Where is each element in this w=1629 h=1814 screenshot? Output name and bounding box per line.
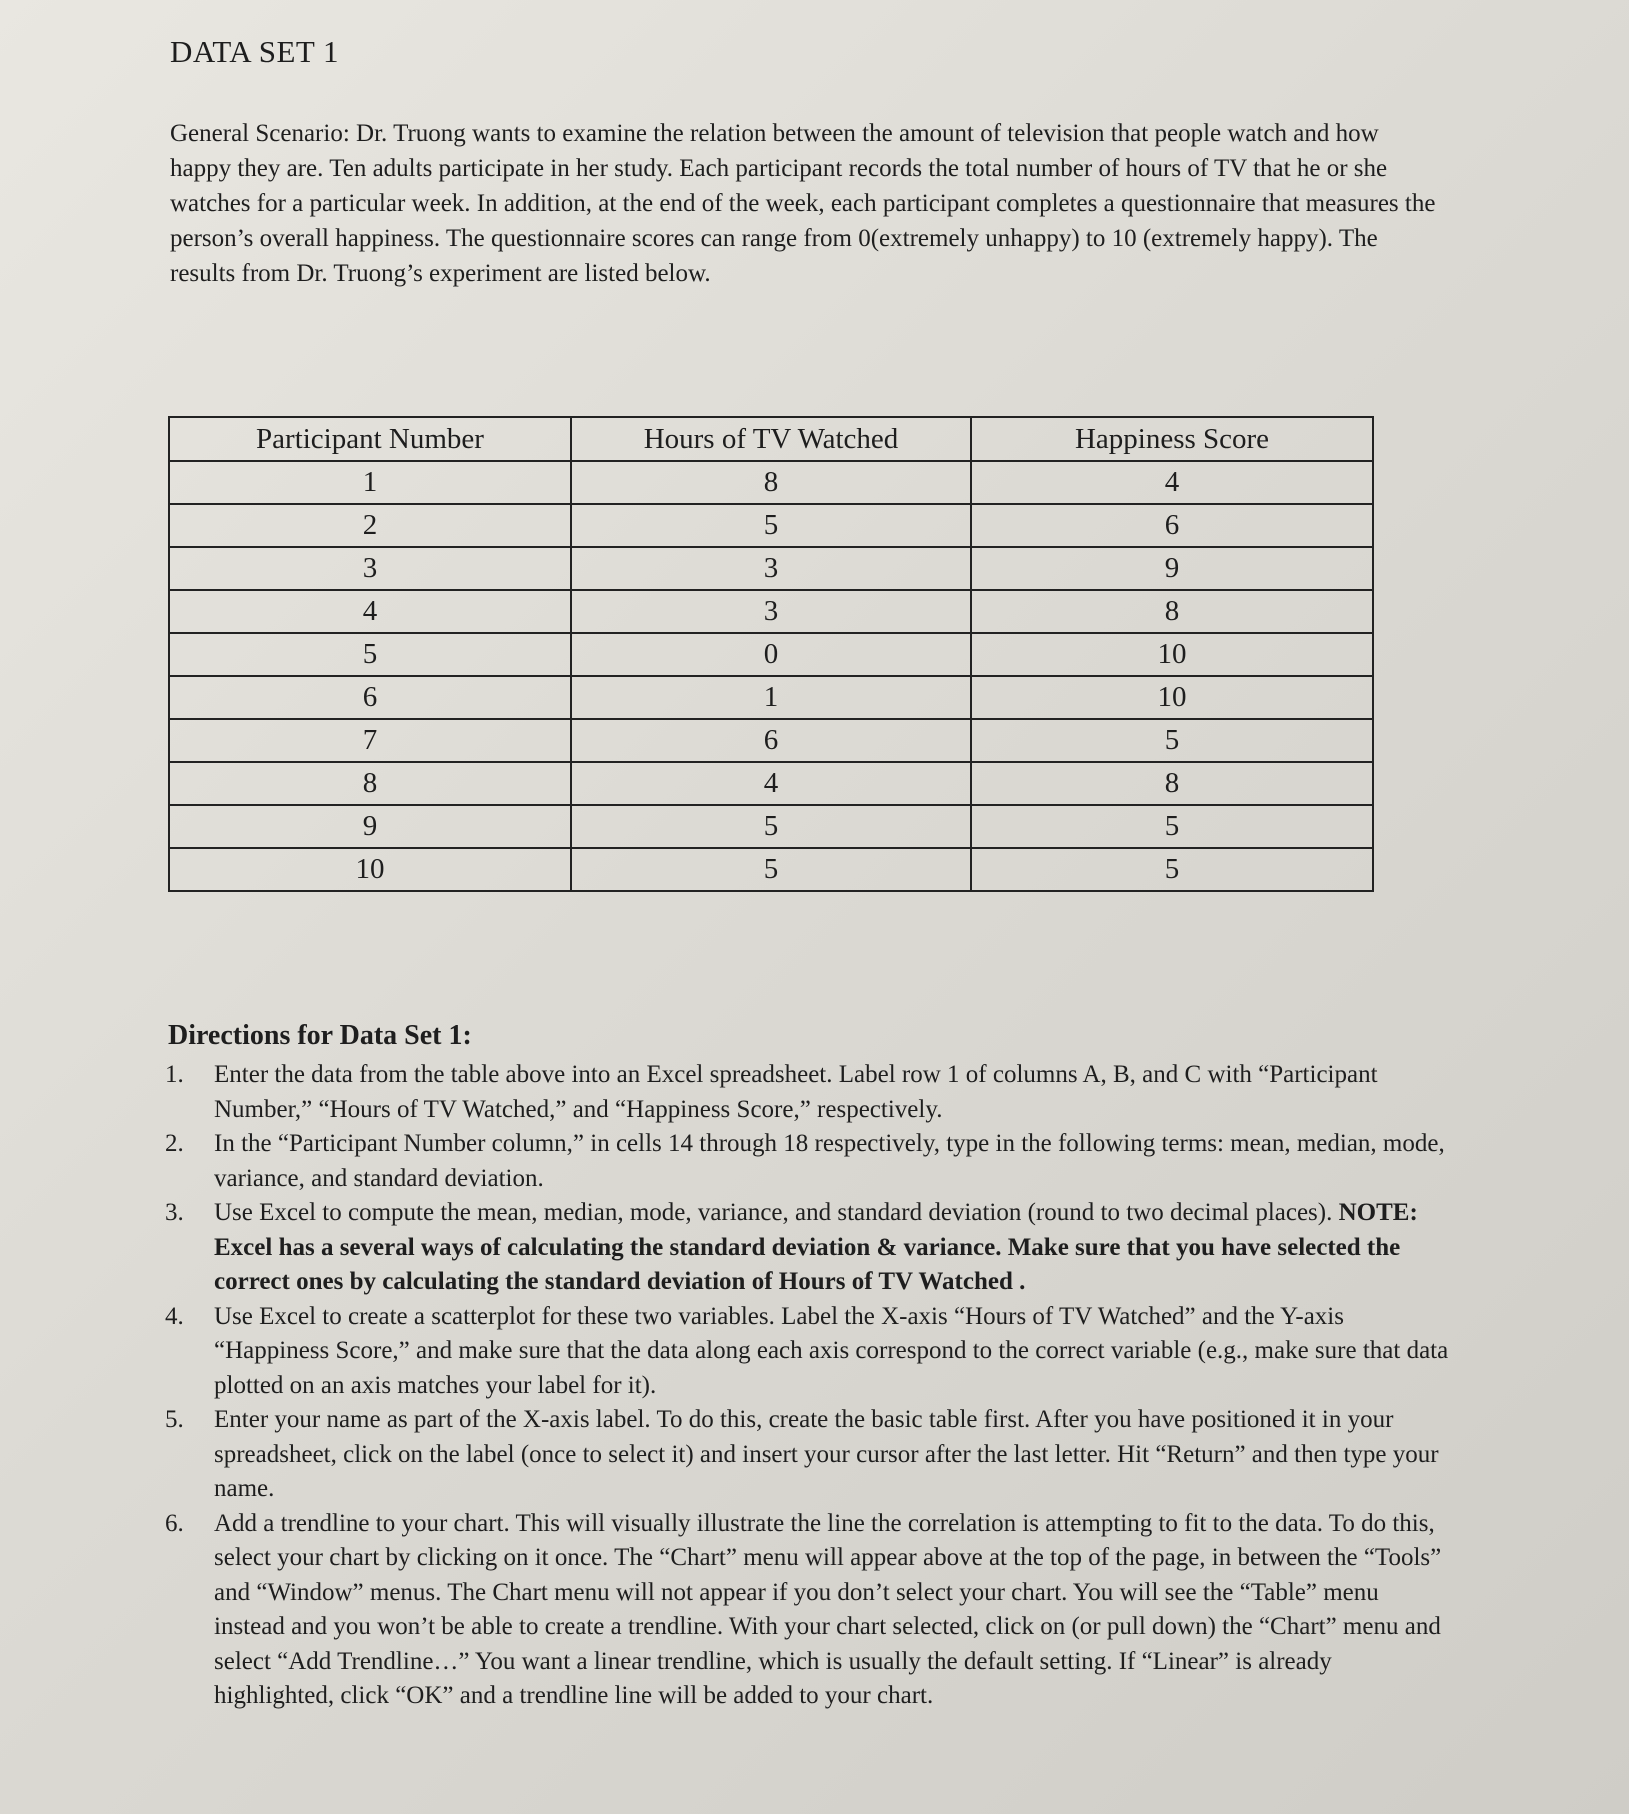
list-item — [160, 1507, 1450, 1714]
cell-participant: 7 — [169, 719, 571, 762]
document-title: DATA SET 1 — [170, 34, 340, 69]
header-hours-tv: Hours of TV Watched — [571, 417, 971, 461]
list-item — [160, 1403, 1450, 1507]
cell-happiness: 9 — [971, 547, 1373, 590]
list-item-text: Use Excel to create a scatterplot for these two variables. Label the X-axis “Hours of TV Watched” and the Y-axis “Happiness Score,” and make sure that the data along each axis correspond to the correct variable (e.g., make sure that data plotted on an axis matches your label for it). — [214, 1302, 1449, 1399]
cell-hours: 6 — [571, 719, 971, 762]
cell-hours: 8 — [571, 461, 971, 504]
list-item-text: Enter your name as part of the X-axis label. To do this, create the basic table first. After you have positioned it in your spreadsheet, click on the label (once to select it) and insert your cursor after the last letter. Hit “Return” and then type your name. — [214, 1406, 1439, 1502]
table-row — [169, 590, 1373, 633]
cell-participant: 8 — [169, 762, 571, 805]
cell-happiness: 4 — [971, 461, 1373, 504]
cell-participant: 9 — [169, 805, 571, 848]
table-header-row — [169, 417, 1373, 461]
data-table — [168, 416, 1374, 892]
cell-happiness: 10 — [971, 676, 1373, 719]
cell-happiness: 6 — [971, 504, 1373, 547]
cell-participant: 6 — [169, 676, 571, 719]
scenario-paragraph: General Scenario: Dr. Truong wants to examine the relation between the amount of television that people watch and how happy they are. Ten adults participate in her study. Each participant records the total number of hours of TV that he or she watches for a particular week. In addition, at the end of the week, each participant completes a questionnaire that measures the person’s overall happiness. The questionnaire scores can range from 0(extremely unhappy) to 10 (extremely happy). The results from Dr. Truong’s experiment are listed below. — [170, 120, 1436, 287]
list-item-text: Enter the data from the table above into an Excel spreadsheet. Label row 1 of columns A, B, and C with “Participant Number,” “Hours of TV Watched,” and “Happiness Score,” respectively. — [214, 1061, 1378, 1123]
cell-participant: 5 — [169, 633, 571, 676]
table-row — [169, 547, 1373, 590]
cell-hours: 3 — [571, 590, 971, 633]
list-item-bold-note: NOTE: Excel has a several ways of calculating the standard deviation & variance. Make sure that you have selected the correct ones by calculating the standard deviation of Hours of TV Watched . — [214, 1199, 1418, 1295]
cell-participant: 3 — [169, 547, 571, 590]
list-item — [160, 1058, 1450, 1127]
cell-hours: 3 — [571, 547, 971, 590]
cell-participant: 1 — [169, 461, 571, 504]
list-item-number: 1. — [165, 1061, 184, 1088]
table-row — [169, 719, 1373, 762]
cell-participant: 10 — [169, 848, 571, 891]
list-item-text: In the “Participant Number column,” in cells 14 through 18 respectively, type in the following terms: mean, median, mode, variance, and standard deviation. — [214, 1130, 1445, 1192]
cell-happiness: 5 — [971, 719, 1373, 762]
directions-list — [160, 1058, 1450, 1714]
cell-happiness: 8 — [971, 590, 1373, 633]
directions-heading: Directions for Data Set 1: — [168, 1020, 472, 1051]
list-item-number: 2. — [165, 1130, 184, 1157]
list-item-number: 6. — [165, 1509, 184, 1537]
cell-participant: 2 — [169, 504, 571, 547]
list-item-number: 4. — [165, 1302, 184, 1330]
cell-happiness: 8 — [971, 762, 1373, 805]
cell-happiness: 5 — [971, 848, 1373, 891]
cell-participant: 4 — [169, 590, 571, 633]
cell-hours: 1 — [571, 676, 971, 719]
cell-hours: 5 — [571, 848, 971, 891]
table-row — [169, 805, 1373, 848]
list-item-number: 3. — [165, 1199, 184, 1226]
header-participant-number: Participant Number — [169, 417, 571, 461]
cell-hours: 0 — [571, 633, 971, 676]
list-item-text: Add a trendline to your chart. This will visually illustrate the line the correlation is attempting to fit to the data. To do this, select your chart by clicking on it once. The “Chart” menu will appear above at the top of the page, in between the “Tools” and “Window” menus. The Chart menu will not appear if you don’t select your chart. You will see the “Table” menu instead and you won’t be able to create a trendline. With your chart selected, click on (or pull down) the “Chart” menu and select “Add Trendline…” You want a linear trendline, which is usually the default setting. If “Linear” is already highlighted, click “OK” and a trendline line will be added to your chart. — [214, 1509, 1442, 1709]
list-item-number: 5. — [165, 1406, 184, 1433]
cell-happiness: 5 — [971, 805, 1373, 848]
list-item — [160, 1300, 1450, 1404]
cell-hours: 4 — [571, 762, 971, 805]
cell-happiness: 10 — [971, 633, 1373, 676]
cell-hours: 5 — [571, 504, 971, 547]
list-item — [160, 1196, 1450, 1300]
header-happiness-score: Happiness Score — [971, 417, 1373, 461]
table-row — [169, 848, 1373, 891]
table-row — [169, 676, 1373, 719]
table-row — [169, 762, 1373, 805]
list-item — [160, 1127, 1450, 1196]
table-row — [169, 633, 1373, 676]
list-item-text: Use Excel to compute the mean, median, mode, variance, and standard deviation (round to two decimal places). — [214, 1199, 1339, 1226]
cell-hours: 5 — [571, 805, 971, 848]
table-row — [169, 461, 1373, 504]
table-row — [169, 504, 1373, 547]
